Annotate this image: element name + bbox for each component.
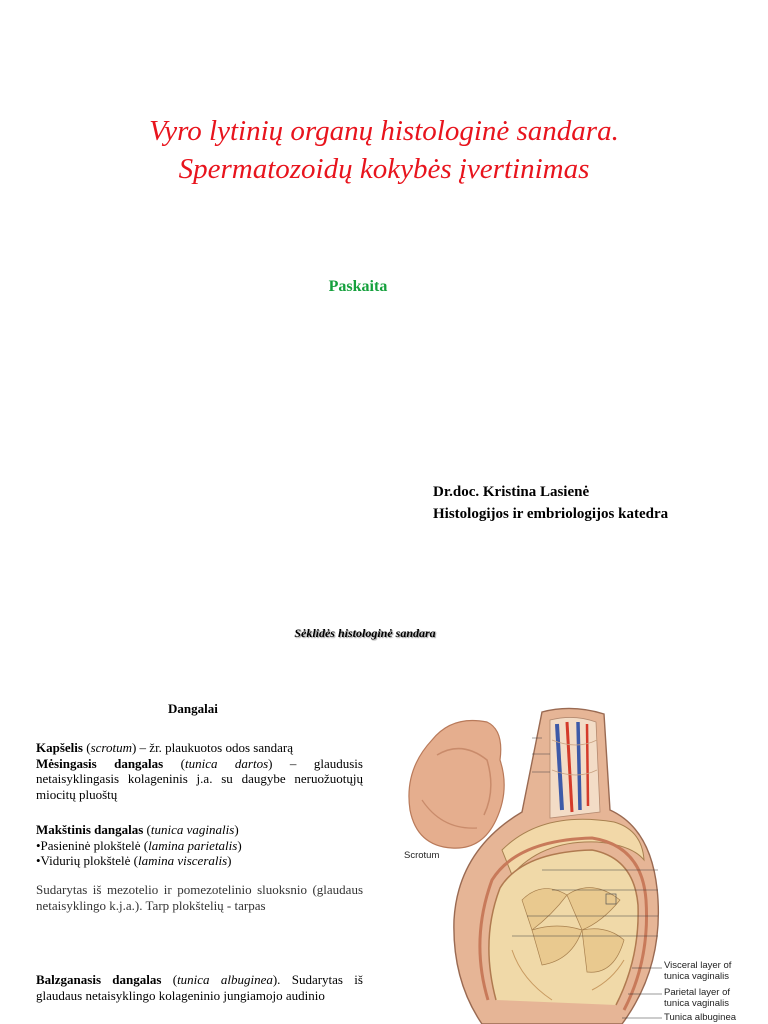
title-line-2: Spermatozoidų kokybės įvertinimas [178, 153, 590, 185]
section-title: Sėklidės histologinė sandara [294, 626, 436, 640]
paragraph-balzganasis [36, 972, 363, 1003]
page-title [0, 112, 768, 188]
author-name: Dr.doc. Kristina Lasienė [433, 484, 590, 500]
label-albuginea: Tunica albuginea [664, 1012, 737, 1023]
paren-open: ( [82, 740, 91, 755]
latin-scrotum: scrotum [90, 740, 132, 755]
term-makstinis: Makštinis dangalas [36, 822, 144, 837]
paragraph-kapselis [36, 740, 363, 756]
term-mesingasis: Mėsingasis dangalas [36, 755, 164, 771]
text-block-3 [36, 882, 363, 913]
paragraph-makstinis [36, 822, 363, 838]
scrotum-label: Scrotum [404, 850, 440, 861]
subtitle: Paskaita [328, 278, 388, 295]
bullet-text: •Pasieninė plokštelė ( [36, 837, 149, 853]
text-block-4 [36, 972, 363, 1003]
text-block-2 [36, 822, 363, 869]
label-parietal-2: tunica vaginalis [664, 998, 729, 1009]
author-department: Histologijos ir embriologijos katedra [433, 506, 669, 522]
label-parietal-1: Parietal layer of [664, 987, 731, 998]
paren-close: ) [237, 837, 242, 853]
paren-close: ) [234, 822, 239, 837]
latin-visceralis: lamina visceralis [137, 853, 228, 868]
paragraph-rest: ). Sudarytas iš glaudaus netaisyklingo kolageninio jungiamojo audinio [36, 972, 363, 1003]
term-kapselis: Kapšelis [36, 740, 83, 755]
paren-close: ) [227, 853, 232, 868]
bullet-visceral [36, 853, 363, 869]
latin-dartos: tunica dartos [185, 755, 269, 771]
testis-anatomy-figure [392, 700, 768, 1024]
paren-open: ( [161, 972, 178, 987]
bullet-parietal [36, 838, 363, 854]
label-visceral-1: Visceral layer of [664, 960, 732, 971]
latin-parietalis: lamina parietalis [148, 837, 238, 853]
paren-open: ( [163, 755, 185, 771]
text-block-1 [36, 740, 363, 802]
paren-open: ( [143, 822, 151, 837]
author-block [433, 481, 668, 525]
bullet-text: •Vidurių plokštelė ( [36, 853, 138, 868]
label-visceral-2: tunica vaginalis [664, 971, 729, 982]
paragraph-rest: ) – žr. plaukuotos odos sandarą [131, 740, 293, 755]
latin-vaginalis: tunica vaginalis [150, 822, 235, 837]
paragraph-sudarytas: Sudarytas iš mezotelio ir pomezotelinio sluoksnio (glaudaus netaisyklingo k.j.a.). Tarp plokštelių - tarpas [36, 882, 363, 913]
term-balzganasis: Balzganasis dangalas [36, 972, 162, 987]
section-heading: Dangalai [168, 701, 218, 716]
title-line-1: Vyro lytinių organų histologinė sandara. [149, 115, 619, 147]
paragraph-mesingasis [36, 756, 363, 803]
paragraph-rest: ) – glaudusis netaisyklingasis kolageninis j.a. su daugybe neruožuotųjų miocitų pluoštų [36, 755, 363, 802]
latin-albuginea: tunica albuginea [177, 972, 273, 987]
